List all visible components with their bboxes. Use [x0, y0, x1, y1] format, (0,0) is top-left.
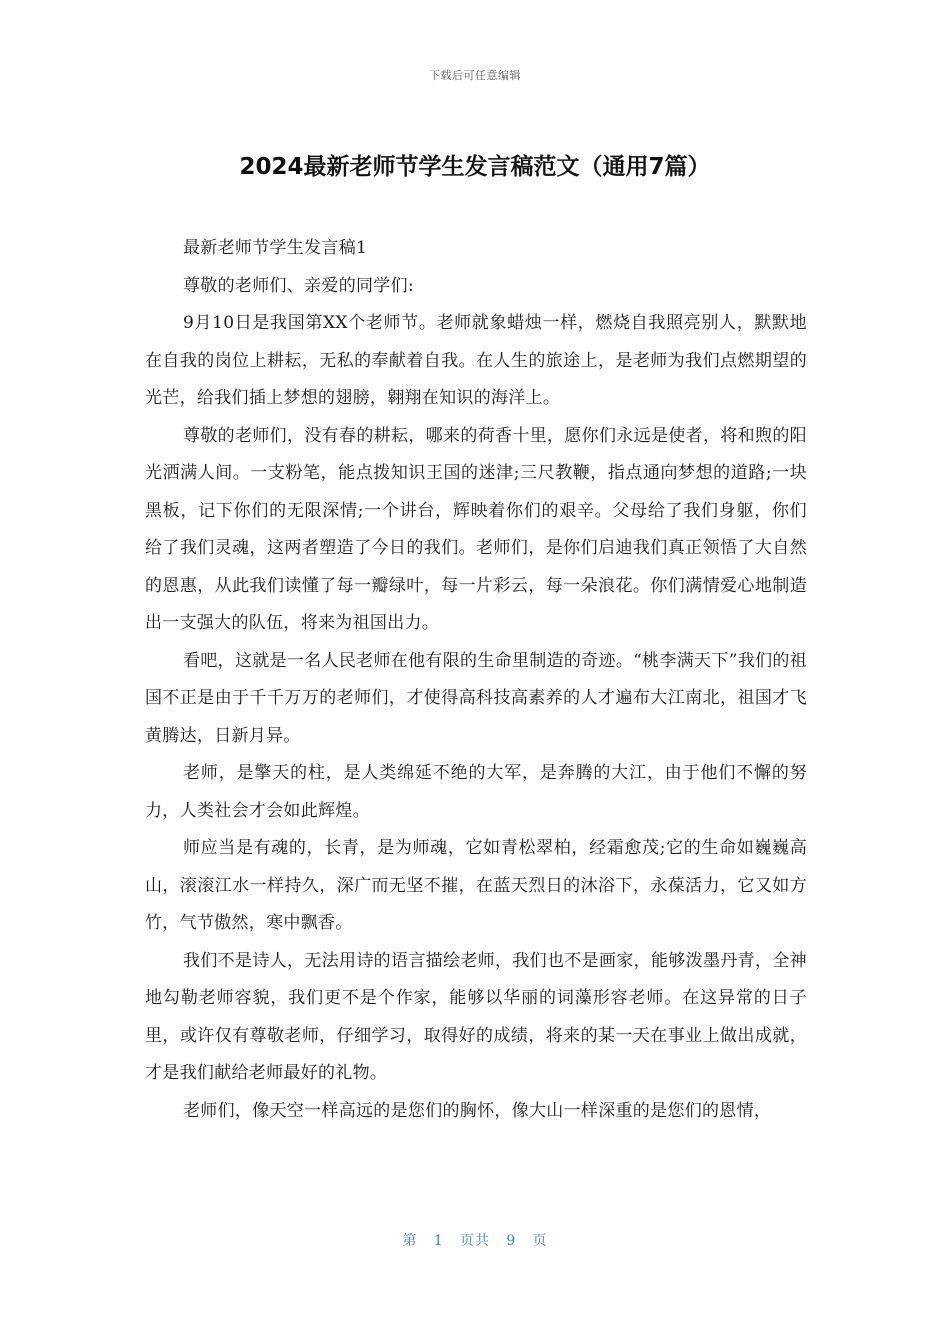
body-paragraph: 老师们，像天空一样高远的是您们的胸怀，像大山一样深重的是您们的恩情， [183, 1100, 772, 1121]
document-title: 2024最新老师节学生发言稿范文（通用7篇） [239, 154, 711, 180]
footer-suffix: 页 [532, 1233, 548, 1249]
salutation: 尊敬的老师们、亲爱的同学们: [183, 275, 414, 296]
footer-middle: 页共 [460, 1233, 490, 1249]
page-footer [0, 1230, 950, 1250]
total-pages-number: 9 [506, 1233, 517, 1249]
section-heading: 最新老师节学生发言稿1 [183, 238, 368, 258]
body-paragraph: 师应当是有魂的，长青，是为师魂，它如青松翠柏，经霜愈茂;它的生命如巍巍高山，滚滚江水一样持久，深广而无坚不摧，在蓝天烈日的沐浴下，永葆活力，它又如方竹，气节傲然，寒中飘香。 [145, 838, 807, 933]
body-paragraph: 看吧，这就是一名人民老师在他有限的生命里制造的奇迹。“桃李满天下”我们的祖国不正是由于千千万万的老师们，才使得高科技高素养的人才遍布大江南北，祖国才飞黄腾达，日新月异。 [145, 650, 807, 746]
body-paragraph: 9月10日是我国第XX个老师节。老师就象蜡烛一样，燃烧自我照亮别人，默默地在自我的岗位上耕耘，无私的奉献着自我。在人生的旅途上，是老师为我们点燃期望的光芒，给我们插上梦想的翅膀，翱翔在知识的海洋上。 [145, 313, 807, 408]
header-note: 下载后可任意编辑 [429, 69, 521, 82]
document-body [145, 230, 807, 1130]
body-paragraph: 老师，是擎天的柱，是人类绵延不绝的大军，是奔腾的大江，由于他们不懈的努力，人类社会才会如此辉煌。 [145, 763, 807, 821]
body-paragraph: 尊敬的老师们，没有春的耕耘，哪来的荷香十里，愿你们永远是使者，将和煦的阳光洒满人间。一支粉笔，能点拨知识王国的迷津;三尺教鞭，指点通向梦想的道路;一块黑板，记下你们的无限深情;一个讲台，辉映着你们的艰辛。父母给了我们身躯，你们给了我们灵魂，这两者塑造了今日的我们。老师们，是你们启迪我们真正领悟了大自然的恩惠，从此我们读懂了每一瓣绿叶，每一片彩云，每一朵浪花。你们满情爱心地制造出一支强大的队伍，将来为祖国出力。 [145, 425, 807, 633]
current-page-number: 1 [433, 1233, 444, 1249]
footer-prefix: 第 [402, 1233, 418, 1249]
body-paragraph: 我们不是诗人，无法用诗的语言描绘老师，我们也不是画家，能够泼墨丹青，全神地勾勒老师容貌，我们更不是个作家，能够以华丽的词藻形容老师。在这异常的日子里，或许仅有尊敬老师，仔细学习，取得好的成绩，将来的某一天在事业上做出成就，才是我们献给老师最好的礼物。 [145, 950, 807, 1083]
